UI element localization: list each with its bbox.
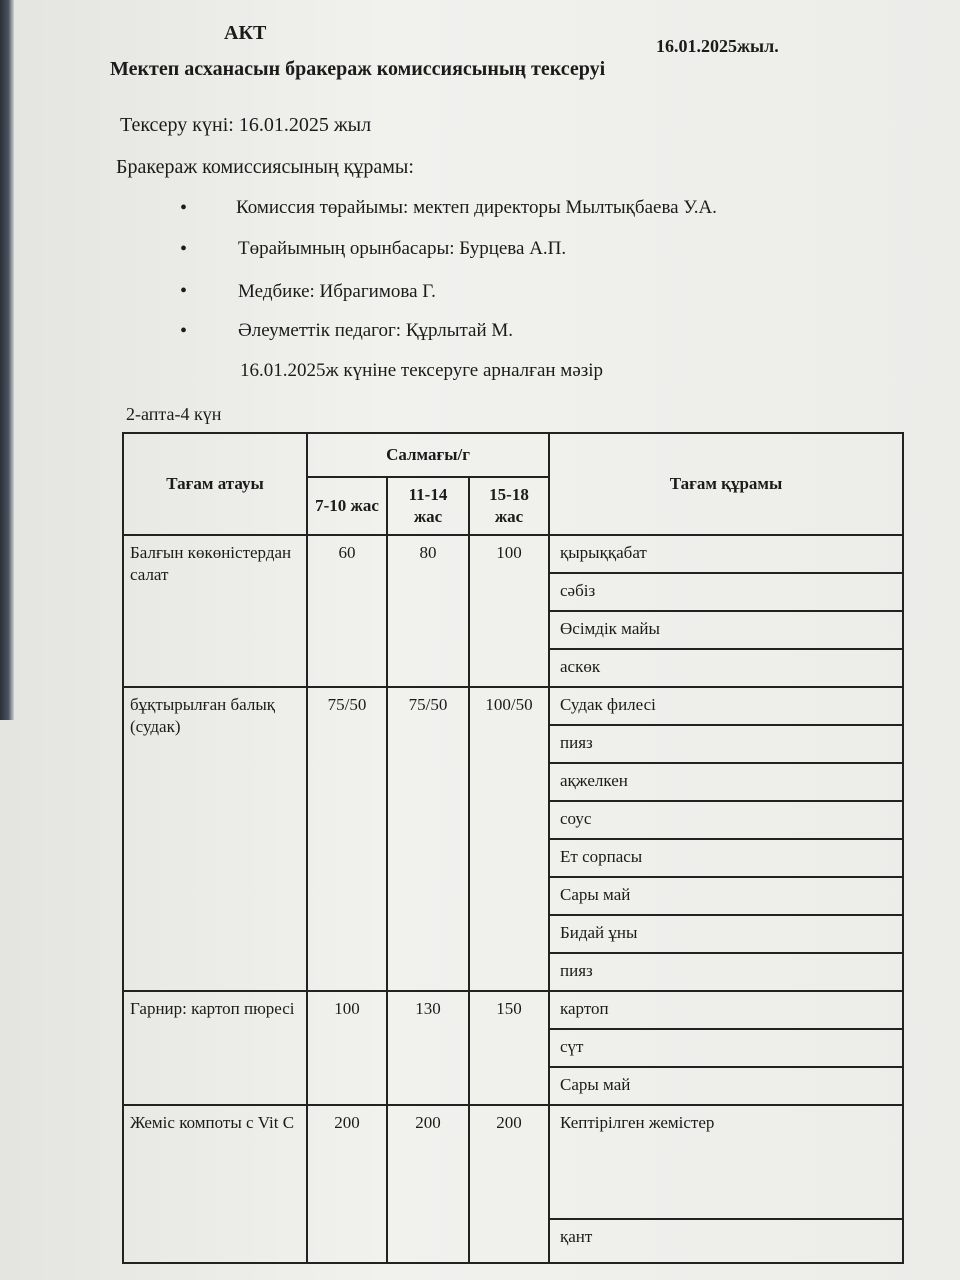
age-header-15-18: 15-18 жас (469, 477, 549, 535)
bullet-icon: • (180, 238, 188, 260)
member-pedagogue: Әлеуметтік педагог: Құрлытай М. (238, 320, 514, 341)
ingredient: Ет сорпасы (549, 839, 903, 877)
weight-15-18: 100 (469, 535, 549, 687)
col-name-header: Тағам атауы (123, 433, 307, 535)
page-edge-shadow (0, 0, 14, 720)
dish-name: Балғын көкөністердан салат (123, 535, 307, 687)
week-day: 2-апта-4 күн (126, 404, 222, 424)
ingredient: Кептірілген жемістер (549, 1105, 903, 1219)
ingredient: қырыққабат (549, 535, 903, 573)
weight-11-14: 80 (387, 535, 469, 687)
bullet-icon: • (180, 197, 188, 219)
doc-type: АКТ (224, 22, 267, 44)
table-row (123, 535, 903, 573)
ingredient: Сары май (549, 877, 903, 915)
dish-name: бұқтырылған балық (судак) (123, 687, 307, 991)
dish-name: Жеміс компоты с Vit С (123, 1105, 307, 1263)
ingredient: Судак филесі (549, 687, 903, 725)
menu-note: 16.01.2025ж күніне тексеруге арналған мәзір (240, 360, 604, 381)
table-header-row (123, 433, 903, 477)
age-header-11-14: 11-14 жас (387, 477, 469, 535)
check-date: Тексеру күні: 16.01.2025 жыл (120, 114, 372, 136)
table-row (123, 1105, 903, 1219)
age-header-7-10: 7-10 жас (307, 477, 387, 535)
ingredient: сүт (549, 1029, 903, 1067)
table-row (123, 991, 903, 1029)
ingredient: қант (549, 1219, 903, 1263)
col-composition-header: Тағам құрамы (549, 433, 903, 535)
weight-7-10: 60 (307, 535, 387, 687)
doc-title: Мектеп асханасын бракераж комиссиясының тексеруі (110, 58, 606, 80)
ingredient: ақжелкен (549, 763, 903, 801)
weight-7-10: 75/50 (307, 687, 387, 991)
weight-15-18: 200 (469, 1105, 549, 1263)
menu-table (122, 432, 904, 1264)
doc-date: 16.01.2025жыл. (656, 36, 779, 56)
weight-11-14: 130 (387, 991, 469, 1105)
ingredient: пияз (549, 953, 903, 991)
table-row (123, 687, 903, 725)
col-weight-header: Салмағы/г (307, 433, 549, 477)
weight-7-10: 200 (307, 1105, 387, 1263)
bullet-icon: • (180, 280, 188, 302)
member-deputy: Төрайымның орынбасары: Бурцева А.П. (238, 238, 567, 259)
member-chair: Комиссия төрайымы: мектеп директоры Мылтықбаева У.А. (236, 197, 717, 218)
weight-11-14: 200 (387, 1105, 469, 1263)
ingredient: картоп (549, 991, 903, 1029)
ingredient: Бидай ұны (549, 915, 903, 953)
weight-15-18: 150 (469, 991, 549, 1105)
ingredient: сәбіз (549, 573, 903, 611)
weight-11-14: 75/50 (387, 687, 469, 991)
bullet-icon: • (180, 320, 188, 342)
ingredient: Өсімдік майы (549, 611, 903, 649)
ingredient: соус (549, 801, 903, 839)
weight-15-18: 100/50 (469, 687, 549, 991)
ingredient: пияз (549, 725, 903, 763)
ingredient: Сары май (549, 1067, 903, 1105)
dish-name: Гарнир: картоп пюресі (123, 991, 307, 1105)
member-nurse: Медбике: Ибрагимова Г. (238, 281, 436, 302)
ingredient: аскөк (549, 649, 903, 687)
commission-label: Бракераж комиссиясының құрамы: (116, 156, 414, 178)
weight-7-10: 100 (307, 991, 387, 1105)
